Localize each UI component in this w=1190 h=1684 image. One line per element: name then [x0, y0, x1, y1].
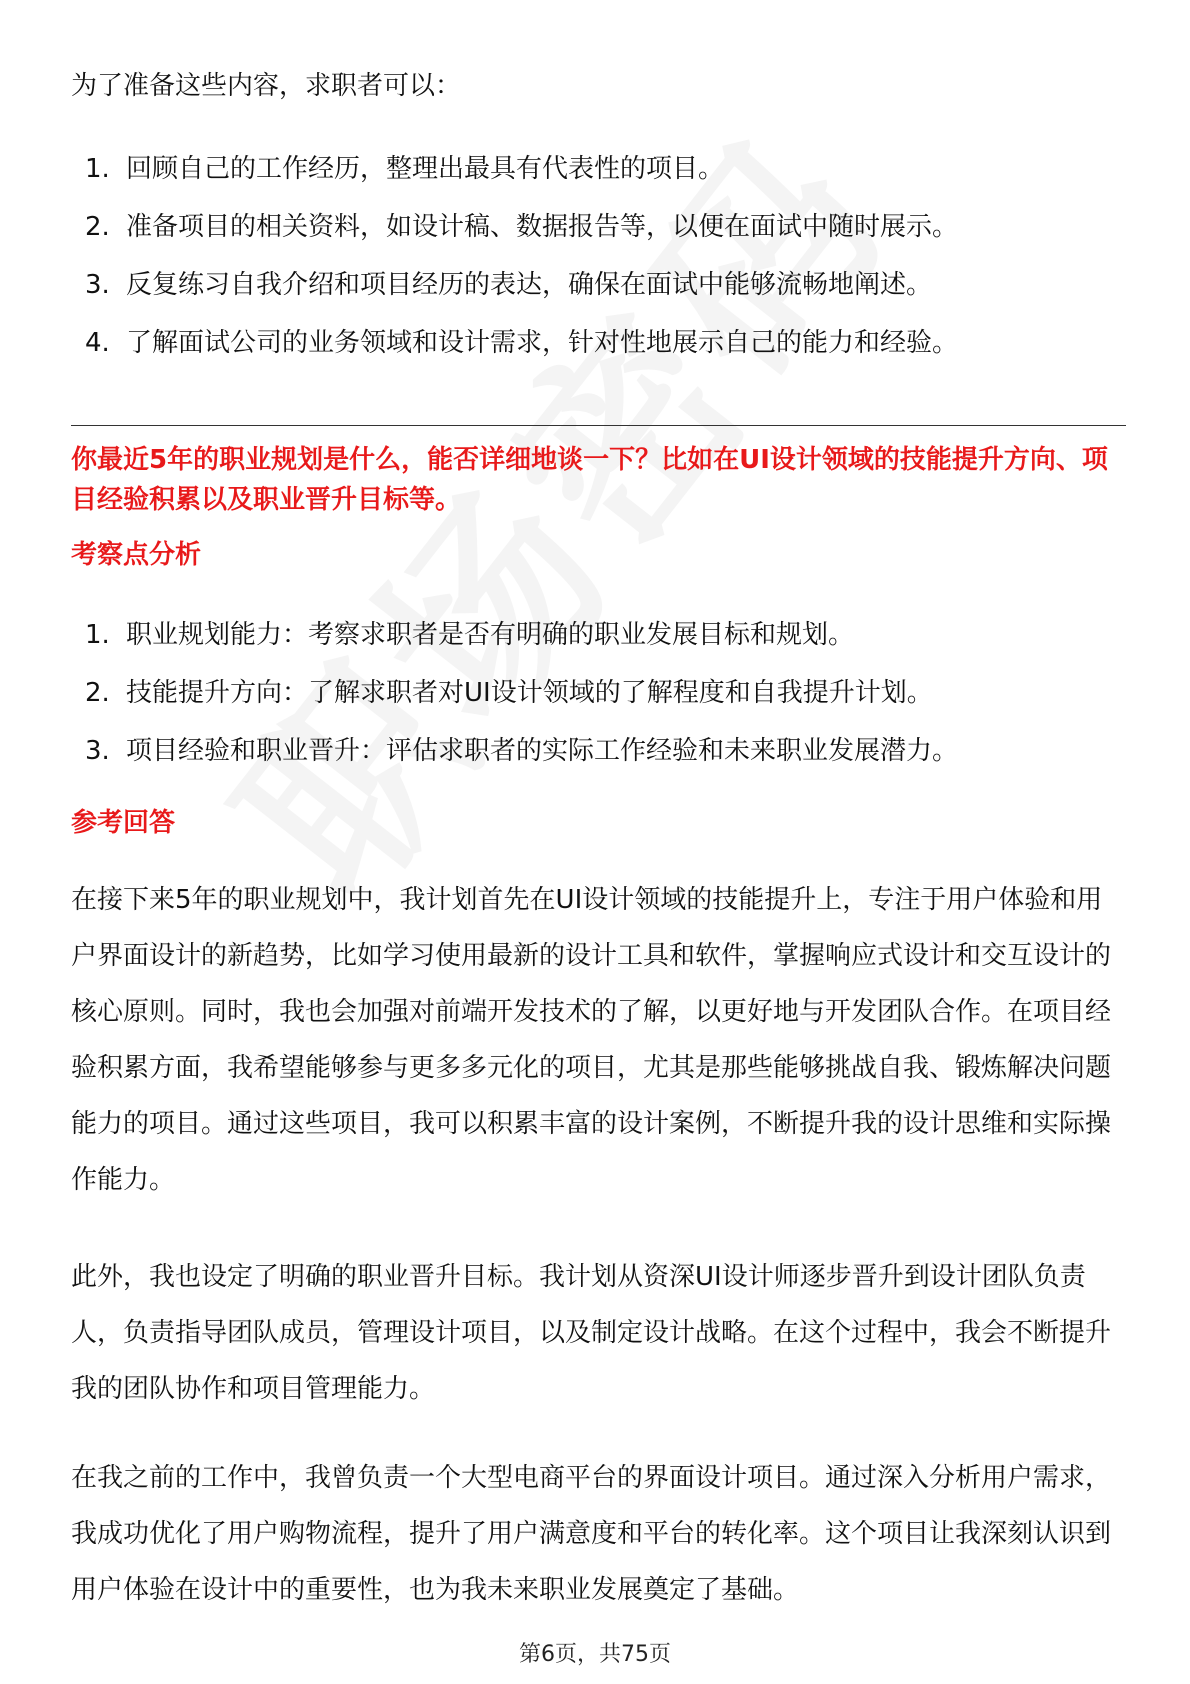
answer-paragraph: 在我之前的工作中，我曾负责一个大型电商平台的界面设计项目。通过深入分析用户需求，我成功优化了用户购物流程，提升了用户满意度和平台的转化率。这个项目让我深刻认识到用户体验在设计中的重要性，也为我未来职业发展奠定了基础。 [71, 1463, 1112, 1605]
list-item-text: 技能提升方向：了解求职者对UI设计领域的了解程度和自我提升计划。 [126, 678, 933, 708]
interview-question: 你最近5年的职业规划是什么，能否详细地谈一下？比如在UI设计领域的技能提升方向、项目经验积累以及职业晋升目标等。 [71, 445, 1108, 515]
analysis-list [71, 606, 1126, 780]
list-item [71, 606, 1126, 664]
answer-paragraph: 在接下来5年的职业规划中，我计划首先在UI设计领域的技能提升上，专注于用户体验和用户界面设计的新趋势，比如学习使用最新的设计工具和软件，掌握响应式设计和交互设计的核心原则。同时，我也会加强对前端开发技术的了解，以更好地与开发团队合作。在项目经验积累方面，我希望能够参与更多多元化的项目，尤其是那些能够挑战自我、锻炼解决问题能力的项目。通过这些项目，我可以积累丰富的设计案例，不断提升我的设计思维和实际操作能力。 [71, 885, 1112, 1195]
list-item [71, 140, 1126, 198]
list-number: 1. [85, 154, 110, 184]
list-item-text: 项目经验和职业晋升：评估求职者的实际工作经验和未来职业发展潜力。 [126, 736, 959, 766]
list-item [71, 256, 1126, 314]
list-item [71, 314, 1126, 372]
list-number: 2. [85, 678, 110, 708]
list-number: 1. [85, 620, 110, 650]
intro-text: 为了准备这些内容，求职者可以： [71, 71, 462, 101]
page-footer: 第6页，共75页 [519, 1642, 671, 1667]
list-number: 2. [85, 212, 110, 242]
list-number: 3. [85, 736, 110, 766]
list-item-text: 回顾自己的工作经历，整理出最具有代表性的项目。 [126, 154, 725, 184]
section-divider [71, 425, 1126, 426]
list-number: 3. [85, 270, 110, 300]
analysis-heading: 考察点分析 [71, 540, 202, 570]
list-item-text: 反复练习自我介绍和项目经历的表达，确保在面试中能够流畅地阐述。 [126, 270, 933, 300]
prep-list [71, 140, 1126, 372]
answer-heading: 参考回答 [71, 808, 176, 838]
list-item-text: 了解面试公司的业务领域和设计需求，针对性地展示自己的能力和经验。 [126, 328, 959, 358]
list-item [71, 198, 1126, 256]
list-item [71, 722, 1126, 780]
answer-paragraph: 此外，我也设定了明确的职业晋升目标。我计划从资深UI设计师逐步晋升到设计团队负责人，负责指导团队成员，管理设计项目，以及制定设计战略。在这个过程中，我会不断提升我的团队协作和项目管理能力。 [71, 1262, 1112, 1404]
list-item [71, 664, 1126, 722]
list-number: 4. [85, 328, 110, 358]
list-item-text: 职业规划能力：考察求职者是否有明确的职业发展目标和规划。 [126, 620, 855, 650]
list-item-text: 准备项目的相关资料，如设计稿、数据报告等，以便在面试中随时展示。 [126, 212, 959, 242]
